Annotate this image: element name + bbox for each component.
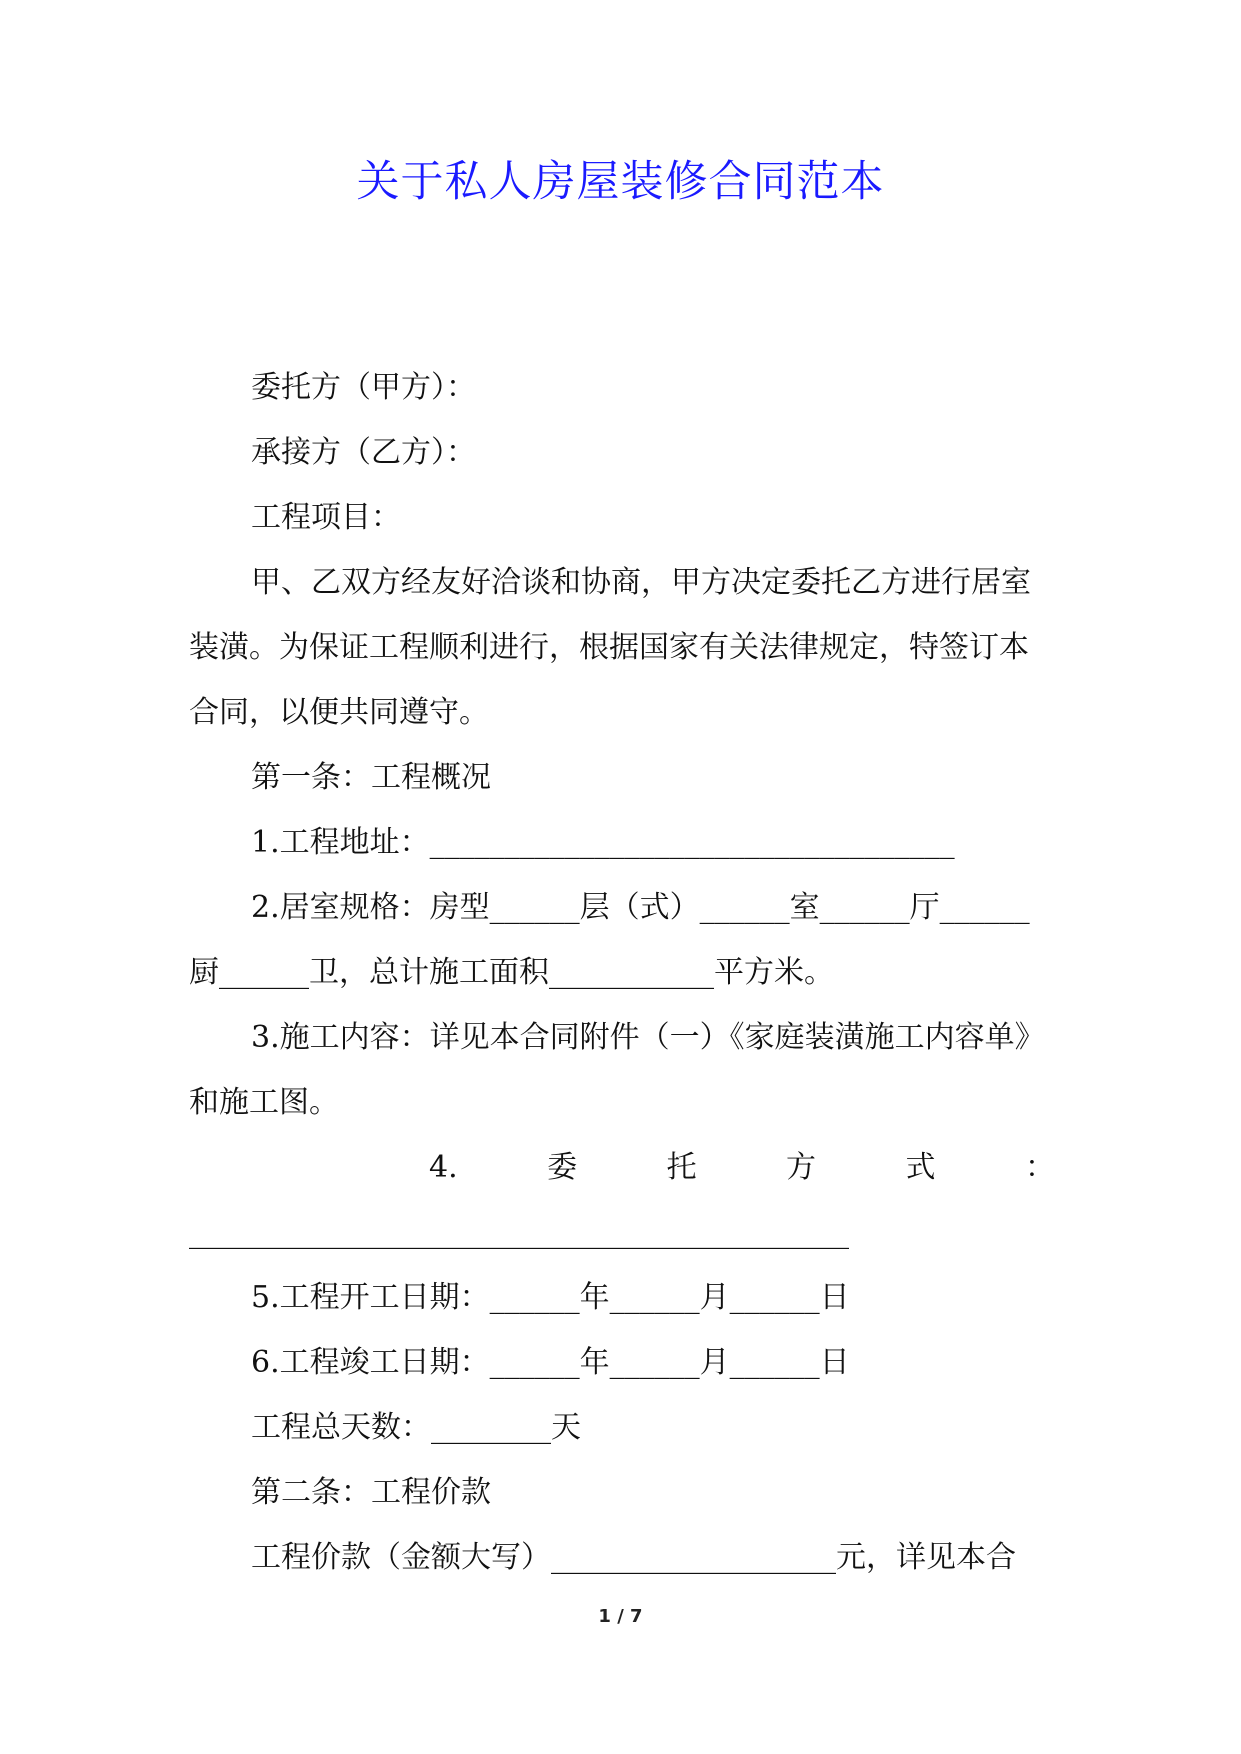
delegation-part-1: 4. bbox=[429, 1150, 458, 1185]
item-start-date: 5.工程开工日期：______年______月______日 bbox=[251, 1280, 850, 1315]
item-delegation-method bbox=[189, 1135, 1055, 1200]
article-1-heading: 第一条：工程概况 bbox=[251, 760, 491, 795]
delegation-part-2: 委 bbox=[547, 1150, 578, 1185]
delegation-part-4: 方 bbox=[786, 1150, 817, 1185]
project-line: 工程项目： bbox=[251, 500, 401, 535]
item-address: 1.工程地址：___________________________________ bbox=[251, 825, 955, 860]
delegation-part-5: 式 bbox=[905, 1150, 936, 1185]
item-content-cont: 和施工图。 bbox=[189, 1085, 339, 1120]
document-title: 关于私人房屋装修合同范本 bbox=[356, 157, 885, 207]
article-2-heading: 第二条：工程价款 bbox=[251, 1475, 491, 1510]
document-body bbox=[189, 355, 1055, 1590]
item-room-spec: 2.居室规格：房型______层（式）______室______厅______ bbox=[251, 890, 1030, 925]
delegation-blank: ____________________________________________ bbox=[189, 1215, 849, 1250]
item-price: 工程价款（金额大写）___________________元，详见本合 bbox=[251, 1540, 1016, 1575]
item-content: 3.施工内容：详见本合同附件（一）《家庭装潢施工内容单》 bbox=[251, 1020, 1045, 1055]
preamble-line-3: 合同，以便共同遵守。 bbox=[189, 695, 489, 730]
preamble-line-2: 装潢。为保证工程顺利进行，根据国家有关法律规定，特签订本 bbox=[189, 630, 1029, 665]
preamble-line-1: 甲、乙双方经友好洽谈和协商，甲方决定委托乙方进行居室 bbox=[251, 565, 1031, 600]
delegation-part-3: 托 bbox=[666, 1150, 697, 1185]
item-room-spec-cont: 厨______卫，总计施工面积___________平方米。 bbox=[189, 955, 834, 990]
page-number: 1 / 7 bbox=[598, 1606, 643, 1627]
party-b-line: 承接方（乙方）： bbox=[251, 435, 476, 470]
item-end-date: 6.工程竣工日期：______年______月______日 bbox=[251, 1345, 850, 1380]
delegation-part-6: ： bbox=[1024, 1150, 1055, 1185]
item-total-days: 工程总天数：________天 bbox=[251, 1410, 581, 1445]
party-a-line: 委托方（甲方）： bbox=[251, 370, 476, 405]
